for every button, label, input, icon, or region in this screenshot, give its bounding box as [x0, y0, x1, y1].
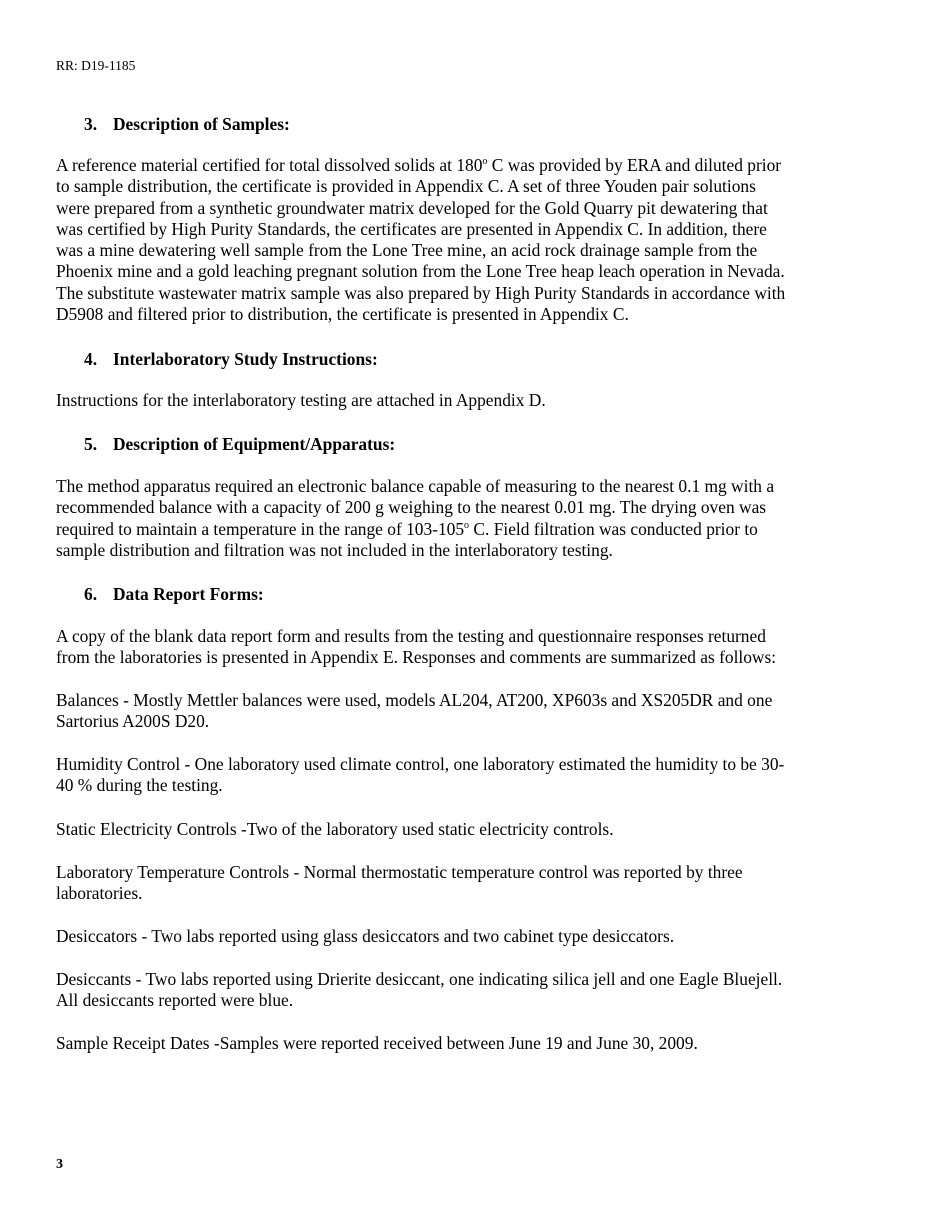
- text-line: [56, 304, 785, 325]
- text-line: [56, 476, 774, 497]
- section-number: 3.: [84, 114, 98, 134]
- text-line: [56, 240, 785, 261]
- text-segment: All desiccants reported were blue.: [56, 990, 294, 1011]
- text-segment: was a mine dewatering well sample from the Lone Tree mine, an acid rock drainage sample from the: [56, 240, 758, 261]
- text-line: [56, 926, 674, 947]
- section-title: Description of Samples:: [113, 114, 290, 134]
- text-segment: Instructions for the interlaboratory testing are attached in Appendix D.: [56, 390, 546, 410]
- text-segment: was certified by High Purity Standards, the certificates are presented in Appendix C. In addition, there: [56, 218, 767, 239]
- text-line: [56, 969, 782, 990]
- text-line: [56, 690, 772, 711]
- text-line: [56, 819, 614, 840]
- text-line: [56, 519, 774, 540]
- text-line: [56, 261, 785, 282]
- paragraph: [56, 819, 614, 840]
- text-segment: Desiccants - Two labs reported using Drierite desiccant, one indicating silica jell and one Eagle Bluejell.: [56, 969, 783, 989]
- text-segment: required to maintain a temperature in the range of 103-105: [56, 518, 465, 539]
- text-segment: 40 % during the testing.: [56, 775, 223, 796]
- degree-superscript: o: [464, 519, 470, 531]
- paragraph: [56, 862, 743, 905]
- text-segment: The method apparatus required an electronic balance capable of measuring to the nearest 0.1 mg with a: [56, 476, 775, 496]
- section-title: Data Report Forms:: [113, 584, 264, 604]
- paragraph: [56, 690, 772, 733]
- paragraph: [56, 476, 774, 561]
- text-segment: recommended balance with a capacity of 200 g weighing to the nearest 0.01 mg. The drying oven was: [56, 497, 767, 518]
- text-segment: to sample distribution, the certificate is provided in Appendix C. A set of three Youden pair solutions: [56, 176, 756, 197]
- section-heading: [84, 584, 264, 605]
- text-segment: from the laboratories is presented in Appendix E. Responses and comments are summarized as follows:: [56, 647, 777, 668]
- text-segment: The substitute wastewater matrix sample was also prepared by High Purity Standards in accordance with: [56, 282, 786, 303]
- text-line: [56, 1033, 698, 1054]
- paragraph: [56, 626, 776, 669]
- text-segment: A reference material certified for total dissolved solids at 180: [56, 155, 483, 175]
- paragraph: [56, 754, 784, 797]
- text-segment: Static Electricity Controls -Two of the laboratory used static electricity controls.: [56, 819, 614, 839]
- text-line: [56, 754, 784, 775]
- section-number: 5.: [84, 434, 98, 454]
- page-number: 3: [56, 1157, 63, 1172]
- text-segment: Sample Receipt Dates -Samples were reported received between June 19 and June 30, 2009.: [56, 1033, 698, 1053]
- text-line: [56, 390, 546, 411]
- section-heading: [84, 349, 378, 370]
- text-line: [56, 862, 743, 883]
- text-segment: Sartorius A200S D20.: [56, 711, 210, 732]
- text-line: [56, 647, 776, 668]
- text-segment: A copy of the blank data report form and results from the testing and questionnaire responses returned: [56, 626, 766, 646]
- degree-superscript: o: [482, 156, 488, 167]
- section-number: 4.: [84, 349, 98, 369]
- text-line: [56, 155, 785, 176]
- text-segment: Desiccators - Two labs reported using glass desiccators and two cabinet type desiccators.: [56, 926, 675, 946]
- text-segment: D5908 and filtered prior to distribution, the certificate is presented in Appendix C.: [56, 304, 629, 325]
- report-id: RR: D19-1185: [56, 58, 136, 73]
- text-line: [56, 626, 776, 647]
- section-title: Interlaboratory Study Instructions:: [113, 349, 378, 369]
- section-title: Description of Equipment/Apparatus:: [113, 434, 396, 454]
- paragraph: [56, 926, 674, 947]
- text-line: [56, 990, 782, 1011]
- text-line: [56, 283, 785, 304]
- section-number: 6.: [84, 584, 98, 604]
- text-segment: laboratories.: [56, 883, 143, 904]
- paragraph: [56, 969, 782, 1012]
- text-line: [56, 540, 774, 561]
- text-line: [56, 775, 784, 796]
- paragraph: [56, 1033, 698, 1054]
- paragraph: [56, 155, 785, 325]
- text-segment: Phoenix mine and a gold leaching pregnant solution from the Lone Tree heap leach operation in Nevada.: [56, 261, 785, 282]
- paragraph: [56, 390, 546, 411]
- text-line: [56, 883, 743, 904]
- text-segment: were prepared from a synthetic groundwater matrix developed for the Gold Quarry pit dewatering that: [56, 197, 768, 218]
- text-segment: Laboratory Temperature Controls - Normal thermostatic temperature control was reported by three: [56, 862, 743, 882]
- section-heading: [84, 114, 290, 135]
- text-segment: C. Field filtration was conducted prior to: [469, 518, 758, 539]
- text-segment: sample distribution and filtration was not included in the interlaboratory testing.: [56, 539, 613, 560]
- section-heading: [84, 434, 395, 455]
- text-line: [56, 219, 785, 240]
- text-line: [56, 198, 785, 219]
- text-line: [56, 497, 774, 518]
- text-line: [56, 176, 785, 197]
- text-line: [56, 711, 772, 732]
- text-segment: Humidity Control - One laboratory used climate control, one laboratory estimated the humidity to be 30-: [56, 754, 785, 774]
- text-segment: Balances - Mostly Mettler balances were used, models AL204, AT200, XP603s and XS205DR and one: [56, 690, 773, 710]
- text-segment: C was provided by ERA and diluted prior: [487, 155, 782, 175]
